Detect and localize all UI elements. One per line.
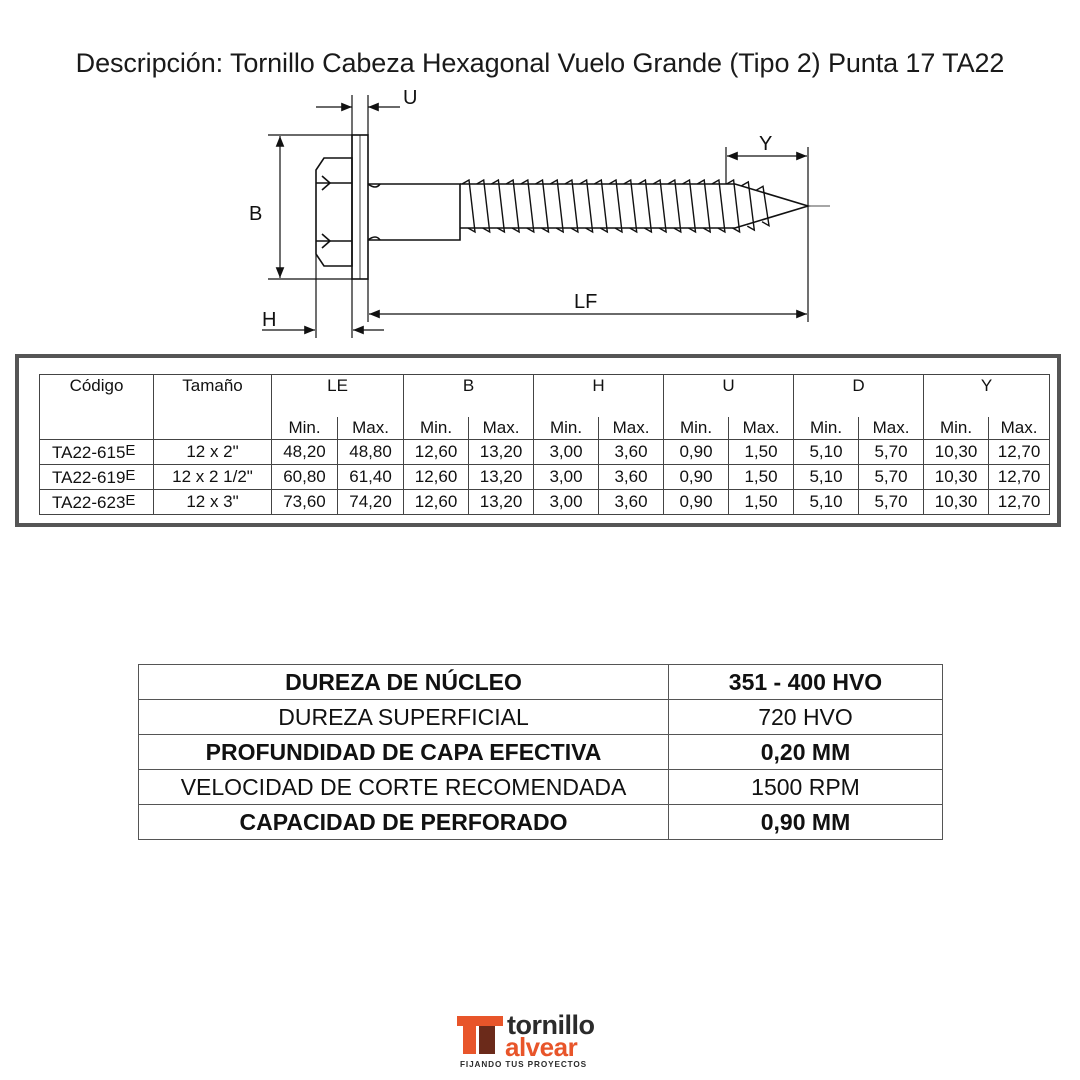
- code-suffix: E: [125, 467, 136, 484]
- header-group-y: Y: [924, 375, 1050, 398]
- thread-ridge: [609, 180, 622, 232]
- cell-value: 5,10: [794, 440, 859, 465]
- property-row: [139, 770, 943, 805]
- subheader-min: Min.: [404, 417, 469, 440]
- cell-value: 1,50: [729, 440, 794, 465]
- cell-size: 12 x 2": [154, 440, 272, 465]
- cell-value: 74,20: [338, 490, 404, 515]
- property-value: 351 - 400 HVO: [669, 665, 943, 700]
- subheader-max: Max.: [859, 417, 924, 440]
- thread-ridge: [653, 180, 666, 232]
- spec-row: [40, 490, 1050, 515]
- property-value: 720 HVO: [669, 700, 943, 735]
- cell-value: 12,70: [989, 465, 1050, 490]
- spec-row: [40, 465, 1050, 490]
- cell-value: 5,70: [859, 465, 924, 490]
- thread-ridge: [697, 180, 710, 232]
- thread-ridge: [638, 180, 651, 232]
- cell-value: 12,60: [404, 440, 469, 465]
- property-row: [139, 805, 943, 840]
- cell-value: 3,00: [534, 440, 599, 465]
- header-group-h: H: [534, 375, 664, 398]
- property-value: 0,90 MM: [669, 805, 943, 840]
- cell-value: 3,00: [534, 490, 599, 515]
- subheader-max: Max.: [729, 417, 794, 440]
- property-label: PROFUNDIDAD DE CAPA EFECTIVA: [139, 735, 669, 770]
- dim-label-h: H: [262, 309, 277, 331]
- thread-ridge: [521, 180, 534, 232]
- dim-label-b: B: [249, 203, 263, 225]
- subheader-max: Max.: [338, 417, 404, 440]
- logo-word-tornillo: tornillo: [507, 1010, 595, 1040]
- thread-ridges: [462, 180, 769, 232]
- header-codigo: Código: [40, 375, 154, 398]
- cell-value: 1,50: [729, 465, 794, 490]
- thread-ridge: [594, 180, 607, 232]
- thread-ridge: [462, 180, 475, 232]
- header-group-b: B: [404, 375, 534, 398]
- cell-value: 48,20: [272, 440, 338, 465]
- cell-value: 13,20: [469, 490, 534, 515]
- thread-ridge: [477, 180, 490, 232]
- property-row: [139, 735, 943, 770]
- property-value: 1500 RPM: [669, 770, 943, 805]
- cell-value: 12,70: [989, 490, 1050, 515]
- cell-value: 3,00: [534, 465, 599, 490]
- cell-value: 13,20: [469, 465, 534, 490]
- spec-row: [40, 440, 1050, 465]
- thread-ridge: [506, 180, 519, 232]
- subheader-min: Min.: [924, 417, 989, 440]
- spec-table-frame: [15, 354, 1061, 527]
- property-label: VELOCIDAD DE CORTE RECOMENDADA: [139, 770, 669, 805]
- property-label: DUREZA DE NÚCLEO: [139, 665, 669, 700]
- cell-value: 3,60: [599, 465, 664, 490]
- cell-value: 0,90: [664, 490, 729, 515]
- property-row: [139, 700, 943, 735]
- code-text: TA22-619: [52, 468, 126, 487]
- cell-value: 5,70: [859, 440, 924, 465]
- subheader-min: Min.: [534, 417, 599, 440]
- header-tamano: Tamaño: [154, 375, 272, 398]
- subheader-min: Min.: [664, 417, 729, 440]
- cell-value: 61,40: [338, 465, 404, 490]
- cell-value: 13,20: [469, 440, 534, 465]
- cell-value: 5,10: [794, 490, 859, 515]
- header-group-d: D: [794, 375, 924, 398]
- subheader-min: Min.: [794, 417, 859, 440]
- cell-value: 12,60: [404, 490, 469, 515]
- cell-value: 10,30: [924, 440, 989, 465]
- cell-value: 60,80: [272, 465, 338, 490]
- header-group-le: LE: [272, 375, 404, 398]
- cell-value: 5,70: [859, 490, 924, 515]
- cell-value: 10,30: [924, 465, 989, 490]
- cell-value: 1,50: [729, 490, 794, 515]
- thread-ridge: [580, 180, 593, 232]
- code-suffix: E: [125, 492, 136, 509]
- subheader-max: Max.: [469, 417, 534, 440]
- thread-ridge: [683, 180, 696, 232]
- subheader-min: Min.: [272, 417, 338, 440]
- cell-value: 5,10: [794, 465, 859, 490]
- dim-label-y: Y: [759, 133, 773, 155]
- page-title: Descripción: Tornillo Cabeza Hexagonal Vuelo Grande (Tipo 2) Punta 17 TA22: [75, 48, 1005, 78]
- cell-value: 3,60: [599, 490, 664, 515]
- thread-ridge: [624, 180, 637, 232]
- logo-word-alvear: alvear: [505, 1032, 578, 1062]
- cell-value: 12,70: [989, 440, 1050, 465]
- cell-value: 0,90: [664, 465, 729, 490]
- cell-code: [40, 490, 154, 515]
- tornillo-alvear-logo: [455, 1008, 630, 1070]
- dim-label-u: U: [403, 87, 418, 109]
- cell-value: 12,60: [404, 465, 469, 490]
- code-text: TA22-615: [52, 443, 126, 462]
- subheader-max: Max.: [989, 417, 1050, 440]
- cell-value: 0,90: [664, 440, 729, 465]
- property-row: [139, 665, 943, 700]
- cell-size: 12 x 3": [154, 490, 272, 515]
- cell-code: [40, 440, 154, 465]
- thread-ridge: [565, 180, 578, 232]
- code-suffix: E: [125, 442, 136, 459]
- dim-label-lf: LF: [574, 291, 598, 313]
- property-value: 0,20 MM: [669, 735, 943, 770]
- screw-shank: [368, 184, 460, 240]
- thread-ridge: [727, 180, 740, 232]
- spec-table: [39, 374, 1050, 515]
- cell-value: 10,30: [924, 490, 989, 515]
- cell-code: [40, 465, 154, 490]
- thread-ridge: [536, 180, 549, 232]
- cell-size: 12 x 2 1/2": [154, 465, 272, 490]
- code-text: TA22-623: [52, 493, 126, 512]
- header-group-u: U: [664, 375, 794, 398]
- property-label: DUREZA SUPERFICIAL: [139, 700, 669, 735]
- thread-ridge: [550, 180, 563, 232]
- property-label: CAPACIDAD DE PERFORADO: [139, 805, 669, 840]
- thread-ridge: [712, 180, 725, 232]
- screw-technical-drawing: [0, 85, 1080, 350]
- cell-value: 48,80: [338, 440, 404, 465]
- thread-ridge: [491, 180, 504, 232]
- cell-value: 73,60: [272, 490, 338, 515]
- properties-table: [138, 664, 943, 840]
- thread-ridge: [668, 180, 681, 232]
- subheader-max: Max.: [599, 417, 664, 440]
- logo-tagline: FIJANDO TUS PROYECTOS: [460, 1060, 588, 1069]
- cell-value: 3,60: [599, 440, 664, 465]
- hex-head: [316, 158, 352, 266]
